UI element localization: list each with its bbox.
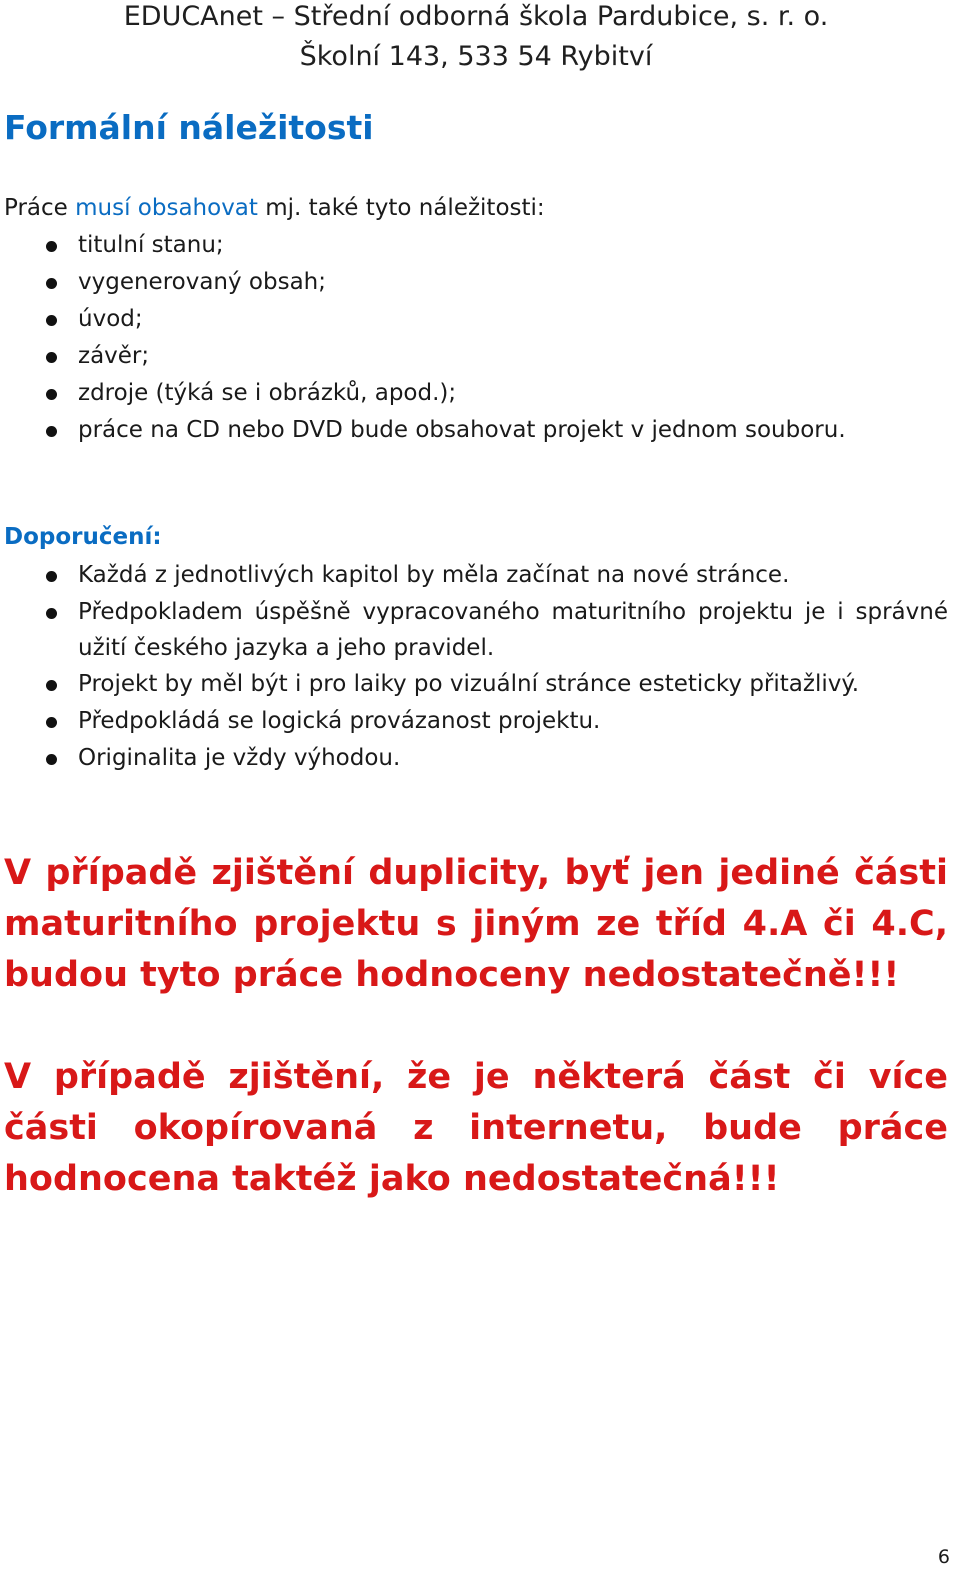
intro-accent-text: musí obsahovat <box>75 195 258 221</box>
recommendation-item: Předpokladem úspěšně vypracovaného maturitního projektu je i správné užití českého jazyka a jeho pravidel. <box>4 594 948 666</box>
section-title: Formální náležitosti <box>4 108 374 147</box>
recommendation-item: Projekt by měl být i pro laiky po vizuální stránce esteticky přitažlivý. <box>4 666 948 703</box>
requirements-list <box>4 227 944 449</box>
recommendation-item: Každá z jednotlivých kapitol by měla začínat na nové stránce. <box>4 557 948 594</box>
requirements-intro <box>4 191 545 225</box>
recommendation-item: Předpokládá se logická provázanost projektu. <box>4 703 948 740</box>
plagiarism-warning: V případě zjištění, že je některá část či více části okopírovaná z internetu, bude práce hodnocena taktéž jako nedostatečná!!! <box>4 1057 948 1199</box>
recommendations-list <box>4 557 948 777</box>
requirement-item: úvod; <box>4 301 944 338</box>
requirement-item: závěr; <box>4 338 944 375</box>
header-address: Školní 143, 533 54 Rybitví <box>299 41 653 72</box>
intro-text-before: Práce <box>4 195 76 221</box>
requirement-item: zdroje (týká se i obrázků, apod.); <box>4 375 944 412</box>
recommendations-title: Doporučení: <box>4 524 162 550</box>
requirement-item: vygenerovaný obsah; <box>4 264 944 301</box>
intro-text-after: mj. také tyto náležitosti: <box>257 195 545 221</box>
header-school-name: EDUCAnet – Střední odborná škola Pardubice, s. r. o. <box>123 1 829 32</box>
duplicity-warning: V případě zjištění duplicity, byť jen jediné části maturitního projektu s jiným ze tříd 4.A či 4.C, budou tyto práce hodnoceny nedostatečně!!! <box>4 853 948 995</box>
page-number: 6 <box>937 1546 950 1568</box>
recommendation-item: Originalita je vždy výhodou. <box>4 740 948 777</box>
requirement-item: titulní stanu; <box>4 227 944 264</box>
requirement-item: práce na CD nebo DVD bude obsahovat projekt v jednom souboru. <box>4 412 944 449</box>
